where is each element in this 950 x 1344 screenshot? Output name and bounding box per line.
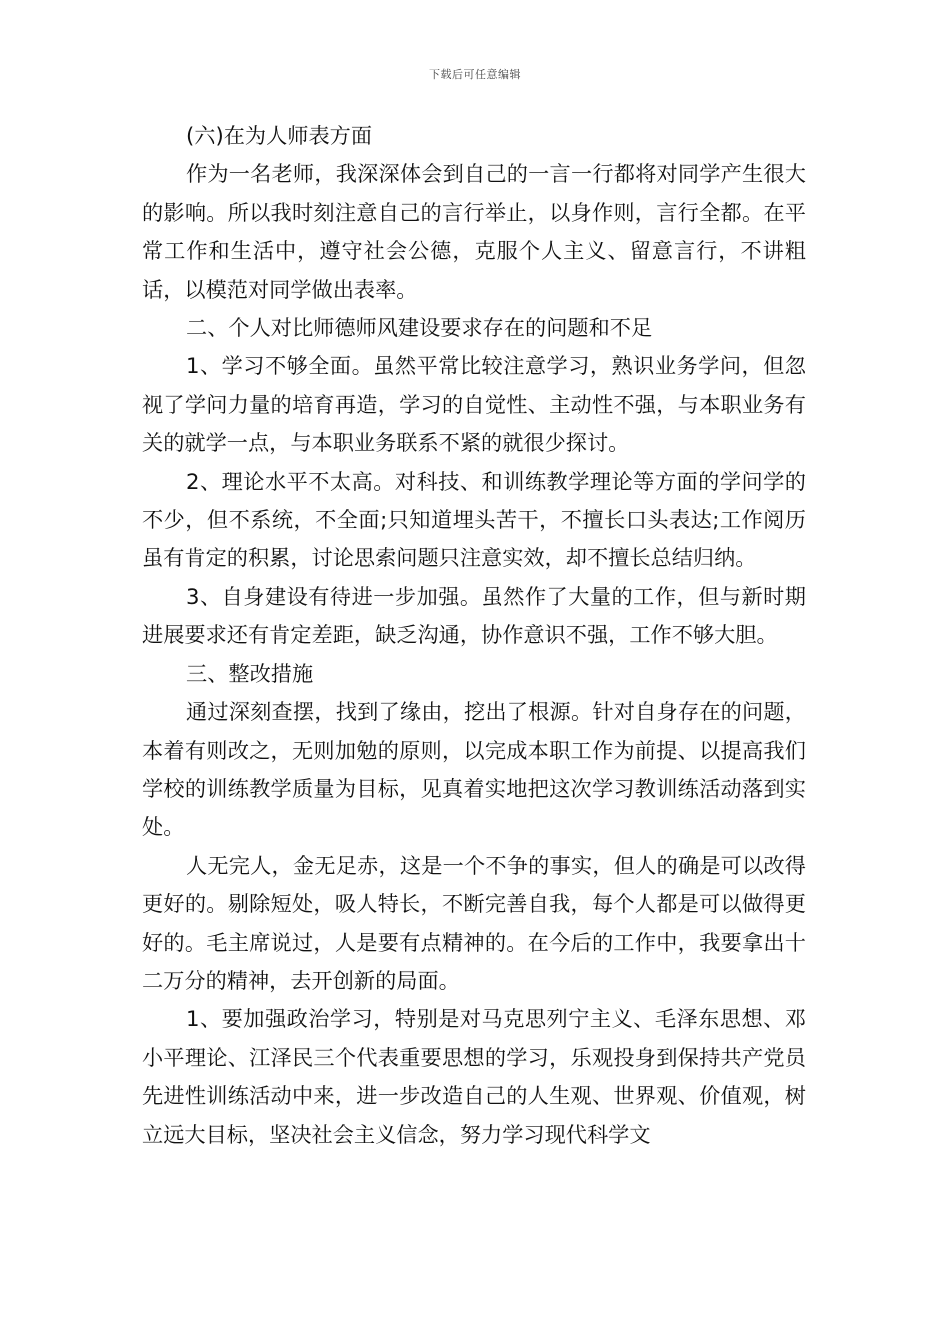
section-heading-problems: 二、个人对比师德师风建设要求存在的问题和不足 [186,315,653,341]
section-heading-measures: 三、整改措施 [186,660,314,686]
paragraph-measures-intro: 通过深刻查摆，找到了缘由，挖出了根源。针对自身存在的问题，本着有则改之，无则加勉的原则，以完成本职工作为前提、以提高我们学校的训练教学质量为目标，见真着实地把这次学习教训练活动落到实处。 [142,699,806,840]
paragraph-measure-1: 1、要加强政治学习，特别是对马克思列宁主义、毛泽东思想、邓小平理论、江泽民三个代表重要思想的学习，乐观投身到保持共产党员先进性训练活动中来，进一步改造自己的人生观、世界观、价值观，树立远大目标，坚决社会主义信念，努力学习现代科学文 [142,1006,806,1147]
paragraph-role-model: 作为一名老师，我深深体会到自己的一言一行都将对同学产生很大的影响。所以我时刻注意自己的言行举止，以身作则，言行全都。在平常工作和生活中，遵守社会公德，克服个人主义、留意言行，不讲粗话，以模范对同学做出表率。 [142,161,806,302]
paragraph-self-improvement: 人无完人，金无足赤，这是一个不争的事实，但人的确是可以改得更好的。剔除短处，吸人特长，不断完善自我，每个人都是可以做得更好的。毛主席说过，人是要有点精神的。在今后的工作中，我要拿出十二万分的精神，去开创新的局面。 [142,852,806,993]
page-header: 下载后可任意编辑 [429,68,521,81]
document-body [142,117,806,1154]
paragraph-problem-2: 2、理论水平不太高。对科技、和训练教学理论等方面的学问学的不少，但不系统，不全面;只知道埋头苦干，不擅长口头表达;工作阅历虽有肯定的积累，讨论思索问题只注意实效，却不擅长总结归纳。 [142,468,806,571]
section-heading-6: (六)在为人师表方面 [186,123,373,148]
paragraph-problem-1: 1、学习不够全面。虽然平常比较注意学习，熟识业务学问，但忽视了学问力量的培育再造，学习的自觉性、主动性不强，与本职业务有关的就学一点，与本职业务联系不紧的就很少探讨。 [142,353,806,456]
paragraph-problem-3: 3、自身建设有待进一步加强。虽然作了大量的工作，但与新时期进展要求还有肯定差距，缺乏沟通，协作意识不强，工作不够大胆。 [142,583,806,648]
